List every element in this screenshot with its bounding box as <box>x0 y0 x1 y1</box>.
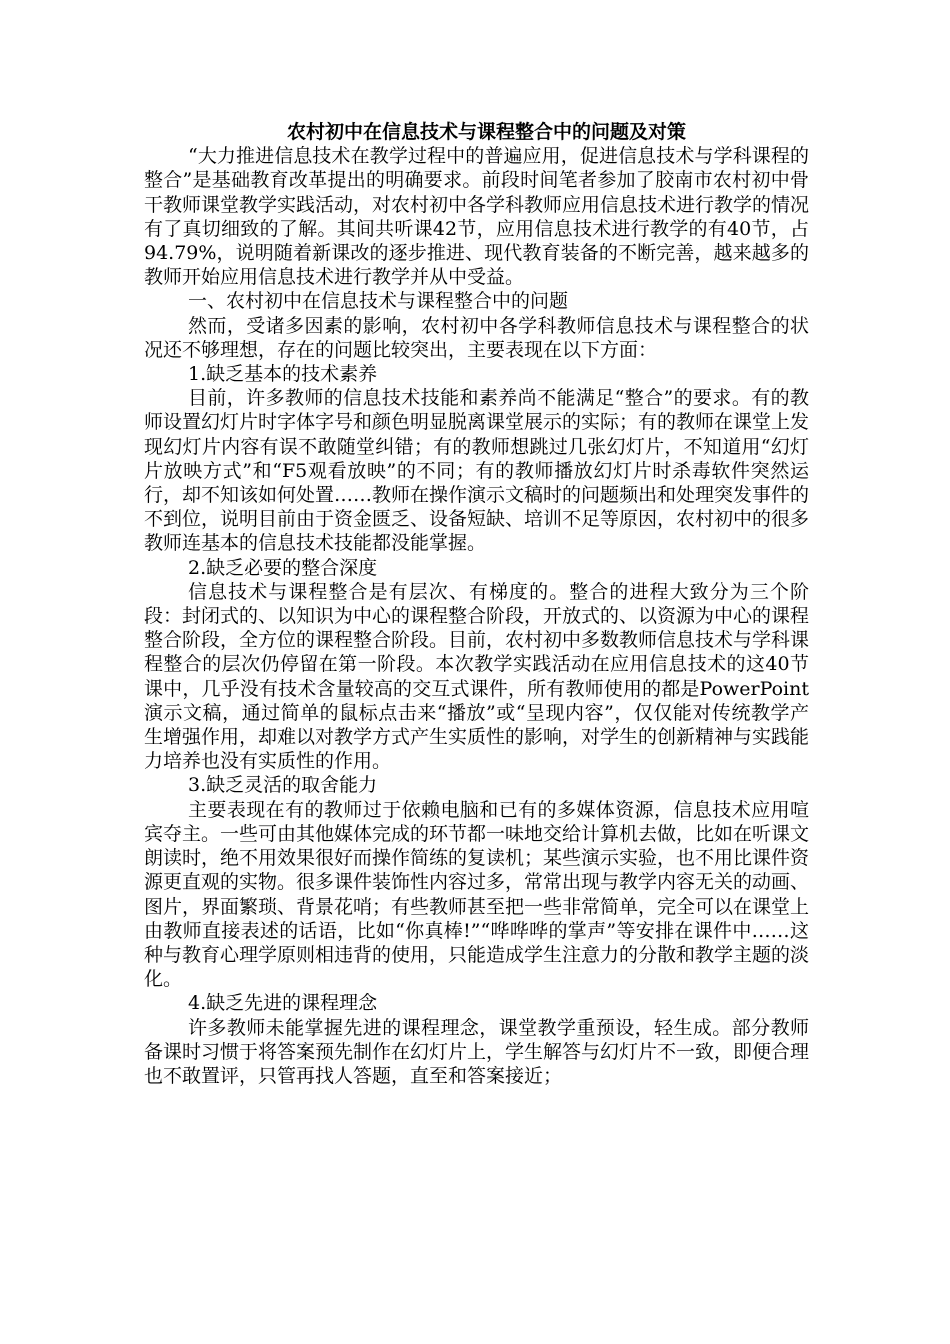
section-heading-problems: 一、农村初中在信息技术与课程整合中的问题 <box>188 290 569 313</box>
paragraph-problems-intro: 然而，受诸多因素的影响，农村初中各学科教师信息技术与课程整合的状况还不够理想，存在的问题比较突出，主要表现在以下方面： <box>144 314 809 361</box>
paragraph-2: 信息技术与课程整合是有层次、有梯度的。整合的进程大致分为三个阶段：封闭式的、以知识为中心的课程整合阶段，开放式的、以资源为中心的课程整合阶段，全方位的课程整合阶段。目前，农村初中多数教师信息技术与学科课程整合的层次仍停留在第一阶段。本次教学实践活动在应用信息技术的这40节课中，几乎没有技术含量较高的交互式课件，所有教师使用的都是PowerPoint演示文稿，通过简单的鼠标点击来“播放”或“呈现内容”，仅仅能对传统教学产生增强作用，却难以对教学方式产生实质性的影响，对学生的创新精神与实践能力培养也没有实质性的作用。 <box>144 580 810 773</box>
subheading-4: 4.缺乏先进的课程理念 <box>188 992 378 1015</box>
document-title: 农村初中在信息技术与课程整合中的问题及对策 <box>286 121 686 143</box>
subheading-2: 2.缺乏必要的整合深度 <box>188 556 378 579</box>
subheading-1: 1.缺乏基本的技术素养 <box>188 363 378 386</box>
paragraph-intro: “大力推进信息技术在教学过程中的普遍应用，促进信息技术与学科课程的整合”是基础教育改革提出的明确要求。前段时间笔者参加了胶南市农村初中骨干教师课堂教学实践活动，对农村初中各学科教师应用信息技术进行教学的情况有了真切细致的了解。其间共听课42节，应用信息技术进行教学的有40节，占94.79%，说明随着新课改的逐步推进、现代教育装备的不断完善，越来越多的教师开始应用信息技术进行教学并从中受益。 <box>144 145 810 289</box>
paragraph-4: 许多教师未能掌握先进的课程理念，课堂教学重预设，轻生成。部分教师备课时习惯于将答案预先制作在幻灯片上，学生解答与幻灯片不一致，即便合理也不敢置评，只管再找人答题，直至和答案接近； <box>144 1016 810 1087</box>
subheading-3: 3.缺乏灵活的取舍能力 <box>188 774 378 797</box>
document-page <box>144 120 809 1088</box>
paragraph-1: 目前，许多教师的信息技术技能和素养尚不能满足“整合”的要求。有的教师设置幻灯片时字体字号和颜色明显脱离课堂展示的实际；有的教师在课堂上发现幻灯片内容有误不敢随堂纠错；有的教师想跳过几张幻灯片，不知道用“幻灯片放映方式”和“F5观看放映”的不同；有的教师播放幻灯片时杀毒软件突然运行，却不知该如何处置……教师在操作演示文稿时的问题频出和处理突发事件的不到位，说明目前由于资金匮乏、设备短缺、培训不足等原因，农村初中的很多教师连基本的信息技术技能都没能掌握。 <box>144 387 810 555</box>
paragraph-3: 主要表现在有的教师过于依赖电脑和已有的多媒体资源，信息技术应用喧宾夺主。一些可由其他媒体完成的环节都一味地交给计算机去做，比如在听课文朗读时，绝不用效果很好而操作简练的复读机；某些演示实验，也不用比课件资源更直观的实物。很多课件装饰性内容过多，常常出现与教学内容无关的动画、图片，界面繁琐、背景花哨；有些教师甚至把一些非常简单，完全可以在课堂上由教师直接表述的话语，比如“你真棒!”“哗哗哗的掌声”等安排在课件中……这种与教育心理学原则相违背的使用，只能造成学生注意力的分散和教学主题的淡化。 <box>144 798 810 991</box>
